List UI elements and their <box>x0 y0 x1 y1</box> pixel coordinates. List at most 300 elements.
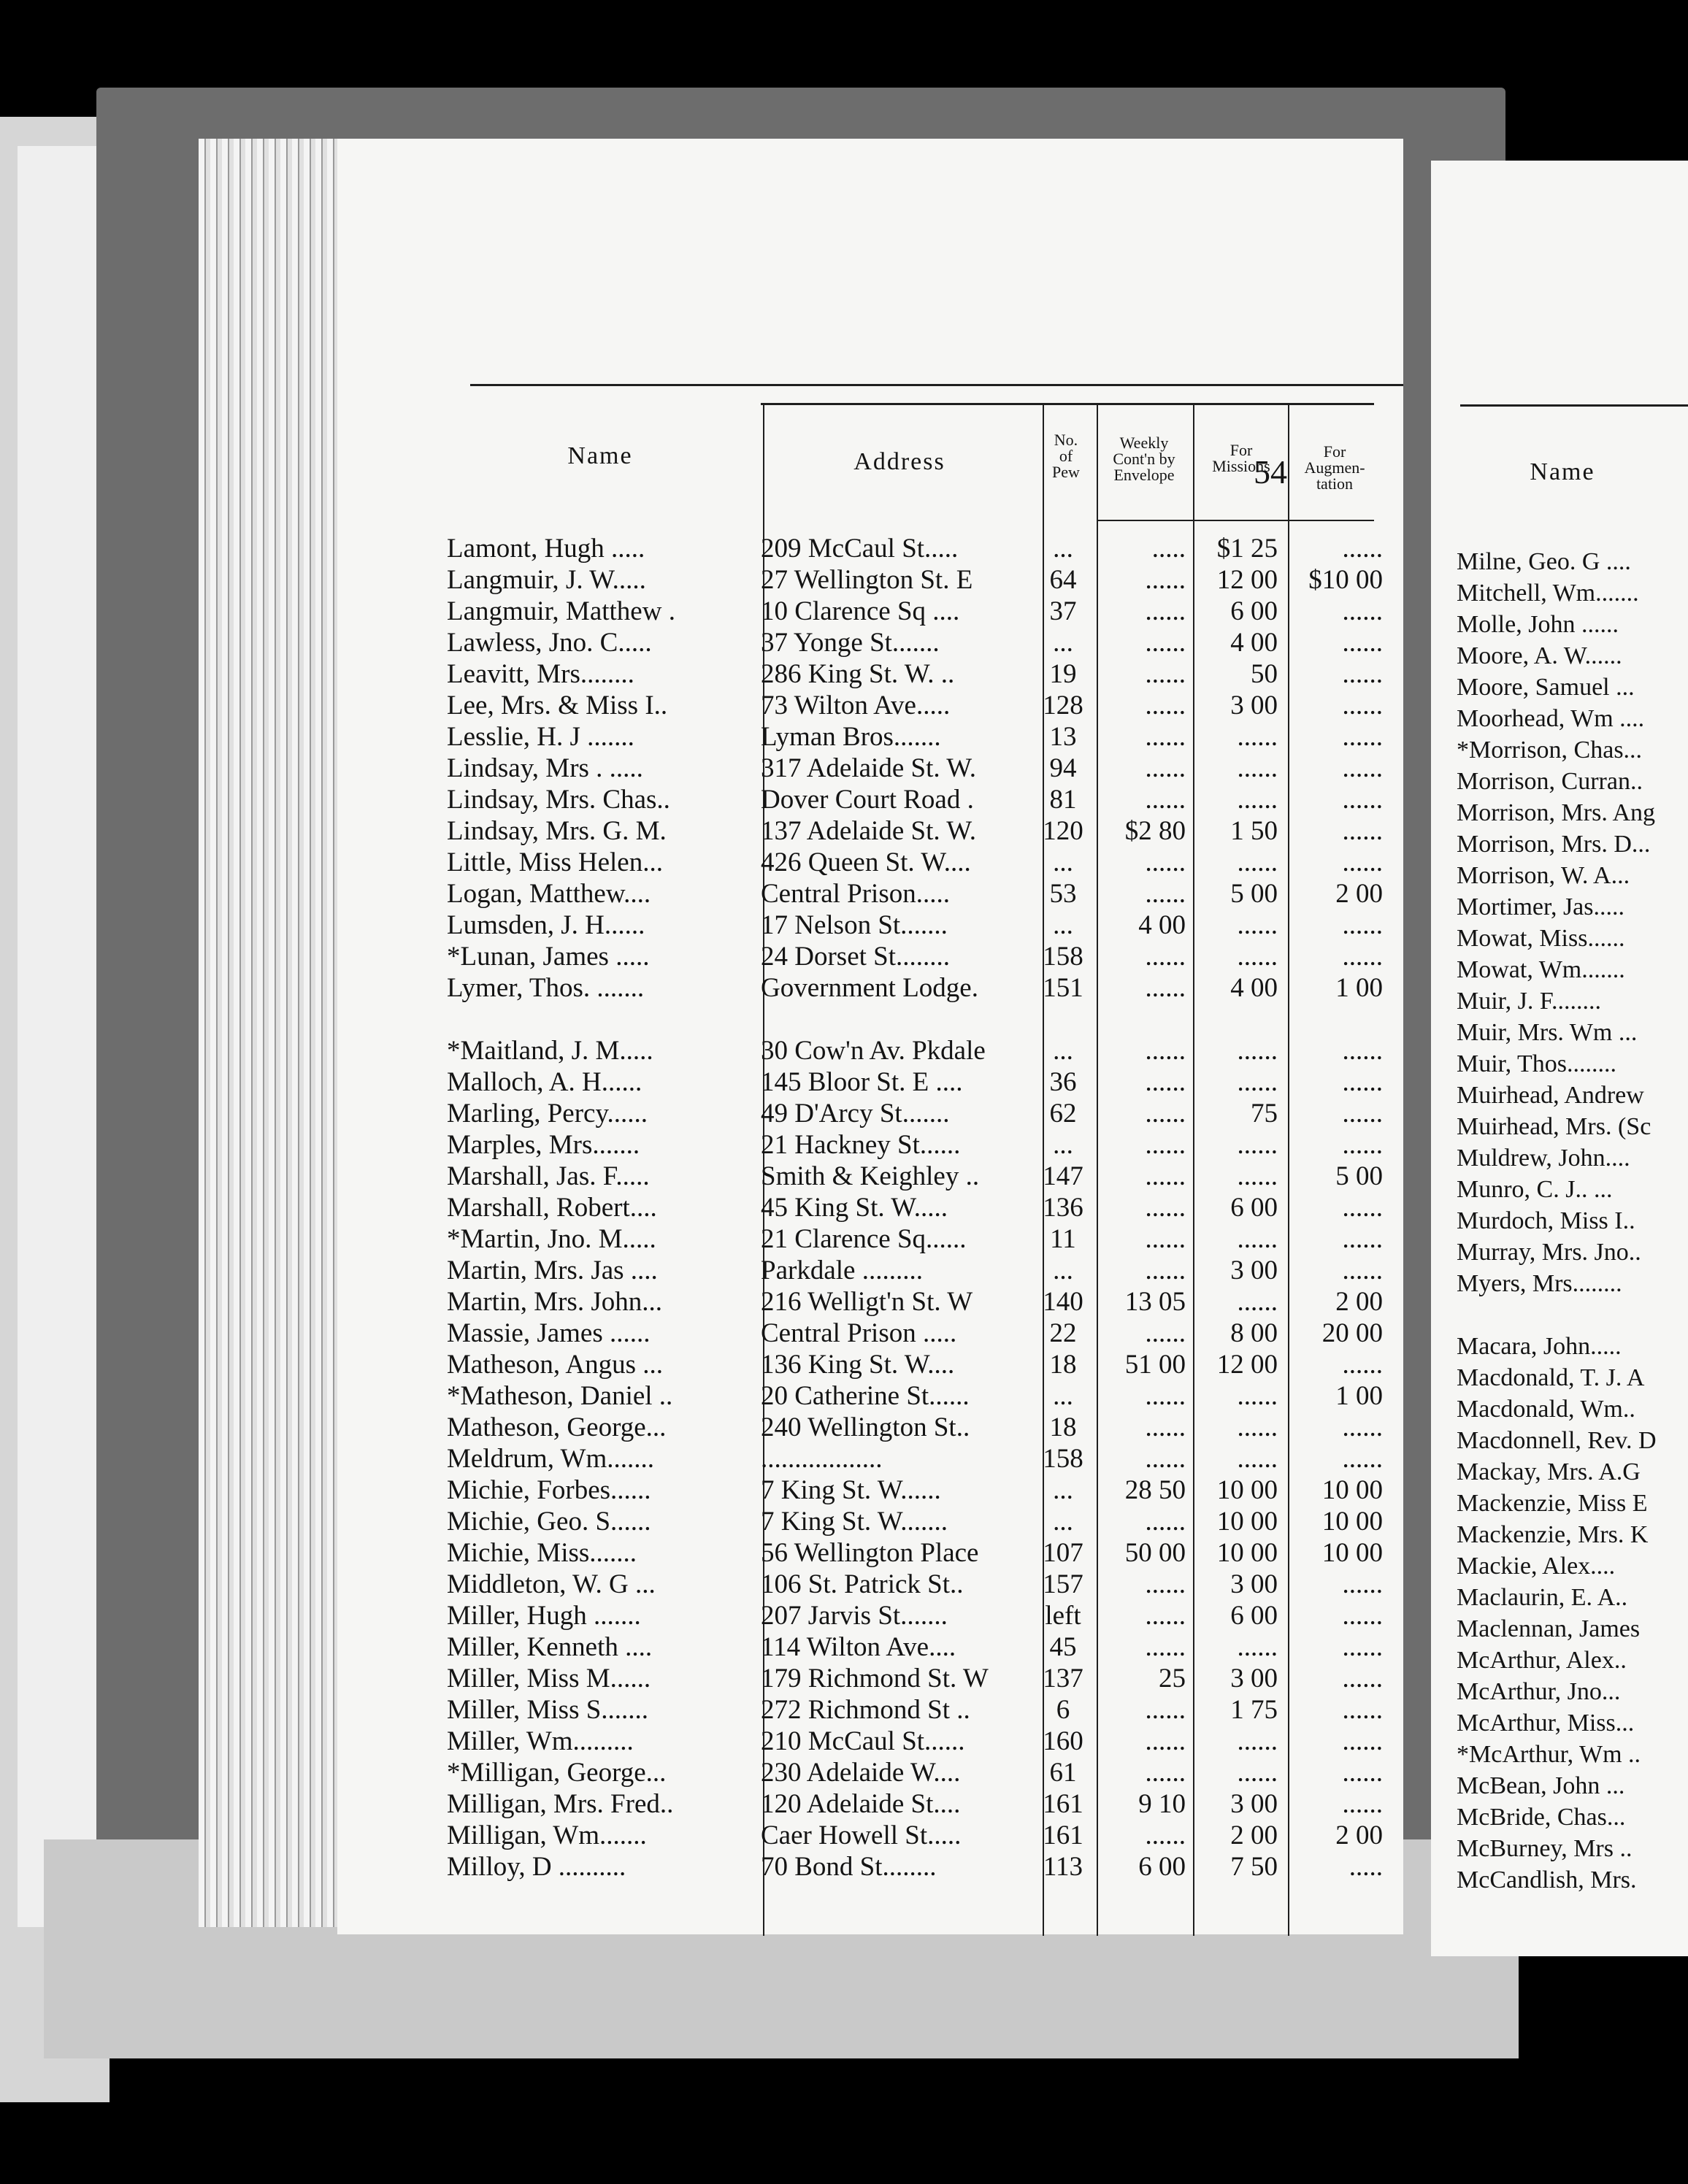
cell-aug: ...... <box>1342 1036 1383 1066</box>
cell-pew: 36 <box>1049 1067 1077 1097</box>
cell-address: 21 Hackney St...... <box>761 1130 961 1160</box>
table-row <box>337 1286 1403 1318</box>
cell-missions: ...... <box>1237 1726 1278 1756</box>
cell-aug: 20 00 <box>1321 1318 1383 1348</box>
cell-aug: ...... <box>1342 785 1383 815</box>
cell-weekly: ...... <box>1145 1695 1186 1725</box>
table-row <box>337 1851 1403 1883</box>
right-list-item: Mowat, Miss...... <box>1457 925 1625 952</box>
cell-name: *Milligan, George... <box>447 1758 667 1788</box>
cell-address: 7 King St. W....... <box>761 1507 948 1537</box>
cell-missions: 3 00 <box>1230 1256 1278 1285</box>
cell-name: Meldrum, Wm....... <box>447 1444 654 1474</box>
right-header-name: Name <box>1530 458 1595 485</box>
cell-missions: 1 75 <box>1230 1695 1278 1725</box>
cell-weekly: 28 50 <box>1124 1475 1186 1505</box>
cell-pew: 128 <box>1043 691 1083 720</box>
cell-name: Miller, Miss M...... <box>447 1664 651 1693</box>
cell-pew: ... <box>1053 1256 1073 1285</box>
cell-name: Miller, Wm......... <box>447 1726 634 1756</box>
cell-missions: ...... <box>1237 1632 1278 1662</box>
right-list-item: Maclaurin, E. A.. <box>1457 1584 1628 1611</box>
table-row <box>337 972 1403 1004</box>
cell-pew: 62 <box>1049 1099 1077 1128</box>
cell-name: Miller, Hugh ....... <box>447 1601 641 1631</box>
table-row <box>337 1255 1403 1286</box>
cell-weekly: ...... <box>1145 1444 1186 1474</box>
cell-address: 210 McCaul St...... <box>761 1726 965 1756</box>
cell-aug: ...... <box>1342 1224 1383 1254</box>
cell-name: *Matheson, Daniel .. <box>447 1381 673 1411</box>
cell-address: Smith & Keighley .. <box>761 1161 980 1191</box>
right-list-item: Moorhead, Wm .... <box>1457 705 1645 732</box>
cell-weekly: ...... <box>1145 1067 1186 1097</box>
table-row <box>337 1757 1403 1788</box>
cell-address: 70 Bond St........ <box>761 1852 937 1882</box>
cell-pew: 81 <box>1049 785 1077 815</box>
cell-address: 20 Catherine St...... <box>761 1381 970 1411</box>
cell-pew: 140 <box>1043 1287 1083 1317</box>
cell-name: Leavitt, Mrs........ <box>447 659 634 689</box>
cell-weekly: ...... <box>1145 1820 1186 1850</box>
top-rule <box>470 384 1403 386</box>
cell-pew: ... <box>1053 1130 1073 1160</box>
right-list-item: *McArthur, Wm .. <box>1457 1741 1641 1768</box>
cell-weekly: ...... <box>1145 691 1186 720</box>
cell-missions: 1 50 <box>1230 816 1278 846</box>
cell-address: Central Prison..... <box>761 879 950 909</box>
cell-aug: ...... <box>1342 691 1383 720</box>
right-list-item: McCandlish, Mrs. <box>1457 1866 1637 1893</box>
table-row <box>337 1694 1403 1726</box>
cell-weekly: ...... <box>1145 1256 1186 1285</box>
cell-aug: ...... <box>1342 1632 1383 1662</box>
cell-aug: 1 00 <box>1335 1381 1383 1411</box>
cell-name: Lindsay, Mrs . ..... <box>447 753 643 783</box>
cell-aug: ...... <box>1342 942 1383 972</box>
cell-name: Michie, Miss....... <box>447 1538 637 1568</box>
cell-name: Matheson, Angus ... <box>447 1350 663 1380</box>
cell-name: Lee, Mrs. & Miss I.. <box>447 691 668 720</box>
cell-pew: 18 <box>1049 1350 1077 1380</box>
header-address: Address <box>853 448 945 475</box>
table-row <box>337 627 1403 658</box>
right-list-item: Mitchell, Wm....... <box>1457 580 1639 607</box>
cell-name: Lesslie, H. J ....... <box>447 722 634 752</box>
cell-weekly: ...... <box>1145 785 1186 815</box>
cell-pew: left <box>1045 1601 1081 1631</box>
right-list-item: Maclennan, James <box>1457 1615 1641 1642</box>
cell-missions: ...... <box>1237 1036 1278 1066</box>
cell-pew: 22 <box>1049 1318 1077 1348</box>
cell-address: 106 St. Patrick St.. <box>761 1569 964 1599</box>
right-list-item: Moore, A. W...... <box>1457 642 1622 669</box>
cell-weekly: ...... <box>1145 659 1186 689</box>
cell-pew: 137 <box>1043 1664 1083 1693</box>
cell-address: 216 Welligt'n St. W <box>761 1287 973 1317</box>
cell-pew: ... <box>1053 628 1073 658</box>
cell-missions: ...... <box>1237 1161 1278 1191</box>
cell-missions: ...... <box>1237 753 1278 783</box>
cell-missions: ...... <box>1237 1130 1278 1160</box>
cell-weekly: ...... <box>1145 1601 1186 1631</box>
cell-missions: 3 00 <box>1230 1664 1278 1693</box>
cell-name: Marling, Percy...... <box>447 1099 648 1128</box>
cell-address: 136 King St. W.... <box>761 1350 955 1380</box>
cell-missions: ...... <box>1237 1412 1278 1442</box>
table-row <box>337 1098 1403 1129</box>
right-list-item: Morrison, Curran.. <box>1457 768 1643 795</box>
table-row <box>337 1380 1403 1412</box>
right-list-item: Macdonnell, Rev. D <box>1457 1427 1657 1454</box>
cell-address: 426 Queen St. W.... <box>761 847 971 877</box>
cell-address: Dover Court Road . <box>761 785 974 815</box>
right-list-item: Milne, Geo. G .... <box>1457 548 1631 575</box>
cell-weekly: ...... <box>1145 1161 1186 1191</box>
cell-aug: 10 00 <box>1321 1475 1383 1505</box>
cell-weekly: ...... <box>1145 1099 1186 1128</box>
cell-missions: 75 <box>1251 1099 1278 1128</box>
cell-missions: 8 00 <box>1230 1318 1278 1348</box>
cell-aug: ...... <box>1342 722 1383 752</box>
table-row <box>337 910 1403 941</box>
cell-address: 114 Wilton Ave.... <box>761 1632 956 1662</box>
right-list-item: Myers, Mrs........ <box>1457 1270 1622 1297</box>
cell-aug: 5 00 <box>1335 1161 1383 1191</box>
table-row <box>337 596 1403 627</box>
cell-aug: ...... <box>1342 1789 1383 1819</box>
cell-weekly: ...... <box>1145 1632 1186 1662</box>
right-list-item: *Morrison, Chas... <box>1457 737 1643 764</box>
header-pew: No. of Pew <box>1052 431 1080 481</box>
cell-missions: ...... <box>1237 1758 1278 1788</box>
cell-missions: 3 00 <box>1230 1569 1278 1599</box>
right-list-item: Mowat, Wm....... <box>1457 956 1625 983</box>
table-row <box>337 1474 1403 1506</box>
right-list-item: Macdonald, Wm.. <box>1457 1396 1635 1423</box>
cell-aug: ...... <box>1342 816 1383 846</box>
table-row <box>337 1192 1403 1223</box>
cell-aug: 2 00 <box>1335 1287 1383 1317</box>
cell-weekly: ...... <box>1145 1412 1186 1442</box>
cell-missions: ...... <box>1237 1224 1278 1254</box>
right-list-item: Molle, John ...... <box>1457 611 1619 638</box>
cell-name: Miller, Kenneth .... <box>447 1632 653 1662</box>
table-row <box>337 1569 1403 1600</box>
cell-aug: ...... <box>1342 659 1383 689</box>
cell-pew: 19 <box>1049 659 1077 689</box>
cell-address: 27 Wellington St. E <box>761 565 973 595</box>
table-row <box>337 1726 1403 1757</box>
table-row <box>337 784 1403 815</box>
right-list-item: McBride, Chas... <box>1457 1804 1626 1831</box>
cell-name: Massie, James ...... <box>447 1318 651 1348</box>
cell-missions: 12 00 <box>1216 565 1278 595</box>
cell-pew: 147 <box>1043 1161 1083 1191</box>
cell-name: Milligan, Mrs. Fred.. <box>447 1789 674 1819</box>
right-list-item: Morrison, W. A... <box>1457 862 1630 889</box>
cell-pew: ... <box>1053 910 1073 940</box>
right-list-item: Muir, J. F........ <box>1457 988 1602 1015</box>
header-missions: For Missions <box>1212 441 1270 475</box>
cell-address: 230 Adelaide W.... <box>761 1758 961 1788</box>
table-row <box>337 1318 1403 1349</box>
cell-name: *Martin, Jno. M..... <box>447 1224 656 1254</box>
cell-address: 10 Clarence Sq .... <box>761 596 960 626</box>
table-row <box>337 1223 1403 1255</box>
cell-weekly: ...... <box>1145 1224 1186 1254</box>
cell-missions: 10 00 <box>1216 1475 1278 1505</box>
cell-weekly: 51 00 <box>1124 1350 1186 1380</box>
cell-address: 56 Wellington Place <box>761 1538 979 1568</box>
table-row <box>337 721 1403 753</box>
cell-address: 286 King St. W. .. <box>761 659 955 689</box>
cell-pew: 161 <box>1043 1789 1083 1819</box>
table-row <box>337 1129 1403 1161</box>
cell-address: 45 King St. W..... <box>761 1193 948 1223</box>
cell-weekly: 4 00 <box>1138 910 1186 940</box>
cell-pew: 161 <box>1043 1820 1083 1850</box>
table-row <box>337 1788 1403 1820</box>
page-stack <box>199 139 337 1927</box>
cell-address: Central Prison ..... <box>761 1318 957 1348</box>
cell-aug: ...... <box>1342 1664 1383 1693</box>
cell-address: 145 Bloor St. E .... <box>761 1067 963 1097</box>
cell-name: Matheson, George... <box>447 1412 667 1442</box>
cell-address: 317 Adelaide St. W. <box>761 753 976 783</box>
cell-aug: ...... <box>1342 1067 1383 1097</box>
cell-name: Marples, Mrs....... <box>447 1130 640 1160</box>
cell-weekly: ...... <box>1145 1758 1186 1788</box>
cell-address: 21 Clarence Sq...... <box>761 1224 967 1254</box>
cell-pew: 45 <box>1049 1632 1077 1662</box>
right-list-item: McArthur, Miss... <box>1457 1710 1635 1737</box>
cell-missions: 5 00 <box>1230 879 1278 909</box>
table-row <box>337 1412 1403 1443</box>
cell-weekly: ...... <box>1145 973 1186 1003</box>
table-row <box>337 1663 1403 1694</box>
right-list-item: McArthur, Alex.. <box>1457 1647 1627 1674</box>
cell-name: Middleton, W. G ... <box>447 1569 656 1599</box>
table-row <box>337 1066 1403 1098</box>
cell-missions: 6 00 <box>1230 1193 1278 1223</box>
header-weekly: Weekly Cont'n by Envelope <box>1113 434 1175 484</box>
right-list-item: Muirhead, Mrs. (Sc <box>1457 1113 1651 1140</box>
cell-address: 240 Wellington St.. <box>761 1412 970 1442</box>
cell-aug: ...... <box>1342 847 1383 877</box>
table-row <box>337 564 1403 596</box>
table-row <box>337 1600 1403 1631</box>
cell-missions: ...... <box>1237 785 1278 815</box>
cell-weekly: ...... <box>1145 1569 1186 1599</box>
cell-name: Langmuir, Matthew . <box>447 596 675 626</box>
cell-address: Caer Howell St..... <box>761 1820 962 1850</box>
header-bottom-rule <box>1097 520 1374 521</box>
cell-weekly: ...... <box>1145 1036 1186 1066</box>
cell-missions: 4 00 <box>1230 973 1278 1003</box>
cell-address: Parkdale ......... <box>761 1256 923 1285</box>
left-page <box>337 139 1403 1934</box>
cell-weekly: ...... <box>1145 628 1186 658</box>
right-list-item: Morrison, Mrs. D... <box>1457 831 1651 858</box>
right-list-item: Muldrew, John.... <box>1457 1145 1630 1172</box>
cell-name: Milloy, D .......... <box>447 1852 626 1882</box>
cell-name: Michie, Geo. S...... <box>447 1507 651 1537</box>
table-row <box>337 690 1403 721</box>
cell-pew: 53 <box>1049 879 1077 909</box>
table-row <box>337 1631 1403 1663</box>
cell-aug: 10 00 <box>1321 1507 1383 1537</box>
cell-pew: 18 <box>1049 1412 1077 1442</box>
cell-missions: 3 00 <box>1230 691 1278 720</box>
cell-pew: 120 <box>1043 816 1083 846</box>
cell-aug: 2 00 <box>1335 879 1383 909</box>
cell-weekly: ...... <box>1145 1130 1186 1160</box>
cell-aug: ...... <box>1342 753 1383 783</box>
table-row <box>337 1443 1403 1474</box>
cell-aug: 1 00 <box>1335 973 1383 1003</box>
cell-aug: ...... <box>1342 1695 1383 1725</box>
right-top-rule <box>1460 404 1688 407</box>
right-list-item: Muir, Mrs. Wm ... <box>1457 1019 1638 1046</box>
cell-name: Little, Miss Helen... <box>447 847 663 877</box>
cell-address: 73 Wilton Ave..... <box>761 691 951 720</box>
cell-aug: $10 00 <box>1308 565 1383 595</box>
cell-aug: ...... <box>1342 1758 1383 1788</box>
table-row <box>337 941 1403 972</box>
header-top-rule <box>761 403 1374 405</box>
cell-weekly: 13 05 <box>1124 1287 1186 1317</box>
cell-address: 207 Jarvis St....... <box>761 1601 948 1631</box>
cell-missions: 10 00 <box>1216 1538 1278 1568</box>
cell-name: Lymer, Thos. ....... <box>447 973 645 1003</box>
cell-pew: 157 <box>1043 1569 1083 1599</box>
cell-pew: 94 <box>1049 753 1077 783</box>
cell-name: Lindsay, Mrs. G. M. <box>447 816 667 846</box>
right-list-item: McBurney, Mrs .. <box>1457 1835 1633 1862</box>
cell-missions: ...... <box>1237 1381 1278 1411</box>
cell-pew: 6 <box>1056 1695 1070 1725</box>
cell-address: 37 Yonge St....... <box>761 628 940 658</box>
cell-weekly: ...... <box>1145 1381 1186 1411</box>
cell-weekly: ...... <box>1145 1193 1186 1223</box>
cell-aug: ...... <box>1342 1444 1383 1474</box>
right-list-item: Morrison, Mrs. Ang <box>1457 799 1656 826</box>
cell-aug: ...... <box>1342 1130 1383 1160</box>
header-name: Name <box>567 442 633 469</box>
cell-weekly: ...... <box>1145 1507 1186 1537</box>
cell-aug: ...... <box>1342 1350 1383 1380</box>
cell-name: Marshall, Robert.... <box>447 1193 657 1223</box>
cell-weekly: ...... <box>1145 1726 1186 1756</box>
cell-weekly: 6 00 <box>1138 1852 1186 1882</box>
cell-weekly: 9 10 <box>1138 1789 1186 1819</box>
cell-missions: $1 25 <box>1216 534 1278 564</box>
cell-name: Lumsden, J. H...... <box>447 910 645 940</box>
cell-missions: 2 00 <box>1230 1820 1278 1850</box>
cell-aug: ...... <box>1342 910 1383 940</box>
cell-missions: ...... <box>1237 722 1278 752</box>
cell-pew: ... <box>1053 1036 1073 1066</box>
cell-aug: ...... <box>1342 1193 1383 1223</box>
cell-address: 7 King St. W...... <box>761 1475 941 1505</box>
cell-name: Lamont, Hugh ..... <box>447 534 645 564</box>
cell-name: Miller, Miss S....... <box>447 1695 649 1725</box>
table-row <box>337 753 1403 784</box>
cell-address: 137 Adelaide St. W. <box>761 816 976 846</box>
cell-address: 120 Adelaide St.... <box>761 1789 961 1819</box>
page-number: 54 <box>1254 453 1287 491</box>
table-row <box>337 878 1403 910</box>
cell-weekly: ...... <box>1145 1318 1186 1348</box>
cell-aug: ...... <box>1342 534 1383 564</box>
cell-pew: 107 <box>1043 1538 1083 1568</box>
cell-missions: ...... <box>1237 847 1278 877</box>
cell-missions: ...... <box>1237 1067 1278 1097</box>
cell-name: Marshall, Jas. F..... <box>447 1161 650 1191</box>
cell-address: Government Lodge. <box>761 973 978 1003</box>
cell-aug: ...... <box>1342 1601 1383 1631</box>
cell-aug: ...... <box>1342 1099 1383 1128</box>
right-list-item: Mackay, Mrs. A.G <box>1457 1458 1641 1485</box>
cell-aug: 10 00 <box>1321 1538 1383 1568</box>
cell-pew: 158 <box>1043 1444 1083 1474</box>
cell-name: Lindsay, Mrs. Chas.. <box>447 785 670 815</box>
cell-weekly: $2 80 <box>1124 816 1186 846</box>
cell-weekly: 50 00 <box>1124 1538 1186 1568</box>
right-list-item: Mackenzie, Miss E <box>1457 1490 1648 1517</box>
table-row <box>337 847 1403 878</box>
cell-missions: 12 00 <box>1216 1350 1278 1380</box>
cell-missions: ...... <box>1237 1287 1278 1317</box>
table-row <box>337 1035 1403 1066</box>
right-list-item: McArthur, Jno... <box>1457 1678 1621 1705</box>
cell-weekly: 25 <box>1159 1664 1186 1693</box>
cell-name: Langmuir, J. W..... <box>447 565 646 595</box>
cell-aug: ...... <box>1342 1256 1383 1285</box>
cell-pew: 37 <box>1049 596 1077 626</box>
right-list-item: Macara, John..... <box>1457 1333 1622 1360</box>
table-row <box>337 1161 1403 1192</box>
cell-pew: ... <box>1053 1475 1073 1505</box>
cell-aug: ...... <box>1342 1412 1383 1442</box>
cell-name: Michie, Forbes...... <box>447 1475 651 1505</box>
cell-missions: 4 00 <box>1230 628 1278 658</box>
cell-pew: 64 <box>1049 565 1077 595</box>
cell-weekly: ...... <box>1145 722 1186 752</box>
cell-aug: ...... <box>1342 596 1383 626</box>
cell-pew: 136 <box>1043 1193 1083 1223</box>
cell-address: 179 Richmond St. W <box>761 1664 989 1693</box>
table-row <box>337 658 1403 690</box>
right-list-item: Moore, Samuel ... <box>1457 674 1635 701</box>
cell-aug: ...... <box>1342 628 1383 658</box>
cell-address: 17 Nelson St....... <box>761 910 948 940</box>
cell-weekly: ...... <box>1145 565 1186 595</box>
cell-address: 49 D'Arcy St....... <box>761 1099 950 1128</box>
cell-pew: 11 <box>1050 1224 1076 1254</box>
cell-pew: ... <box>1053 534 1073 564</box>
cell-address: 209 McCaul St..... <box>761 534 959 564</box>
cell-weekly: ...... <box>1145 596 1186 626</box>
cell-address: 30 Cow'n Av. Pkdale <box>761 1036 986 1066</box>
cell-missions: 10 00 <box>1216 1507 1278 1537</box>
cell-missions: 7 50 <box>1230 1852 1278 1882</box>
table-row <box>337 1820 1403 1851</box>
cell-address: Lyman Bros....... <box>761 722 941 752</box>
right-list-item: Muirhead, Andrew <box>1457 1082 1644 1109</box>
cell-name: Martin, Mrs. Jas .... <box>447 1256 658 1285</box>
